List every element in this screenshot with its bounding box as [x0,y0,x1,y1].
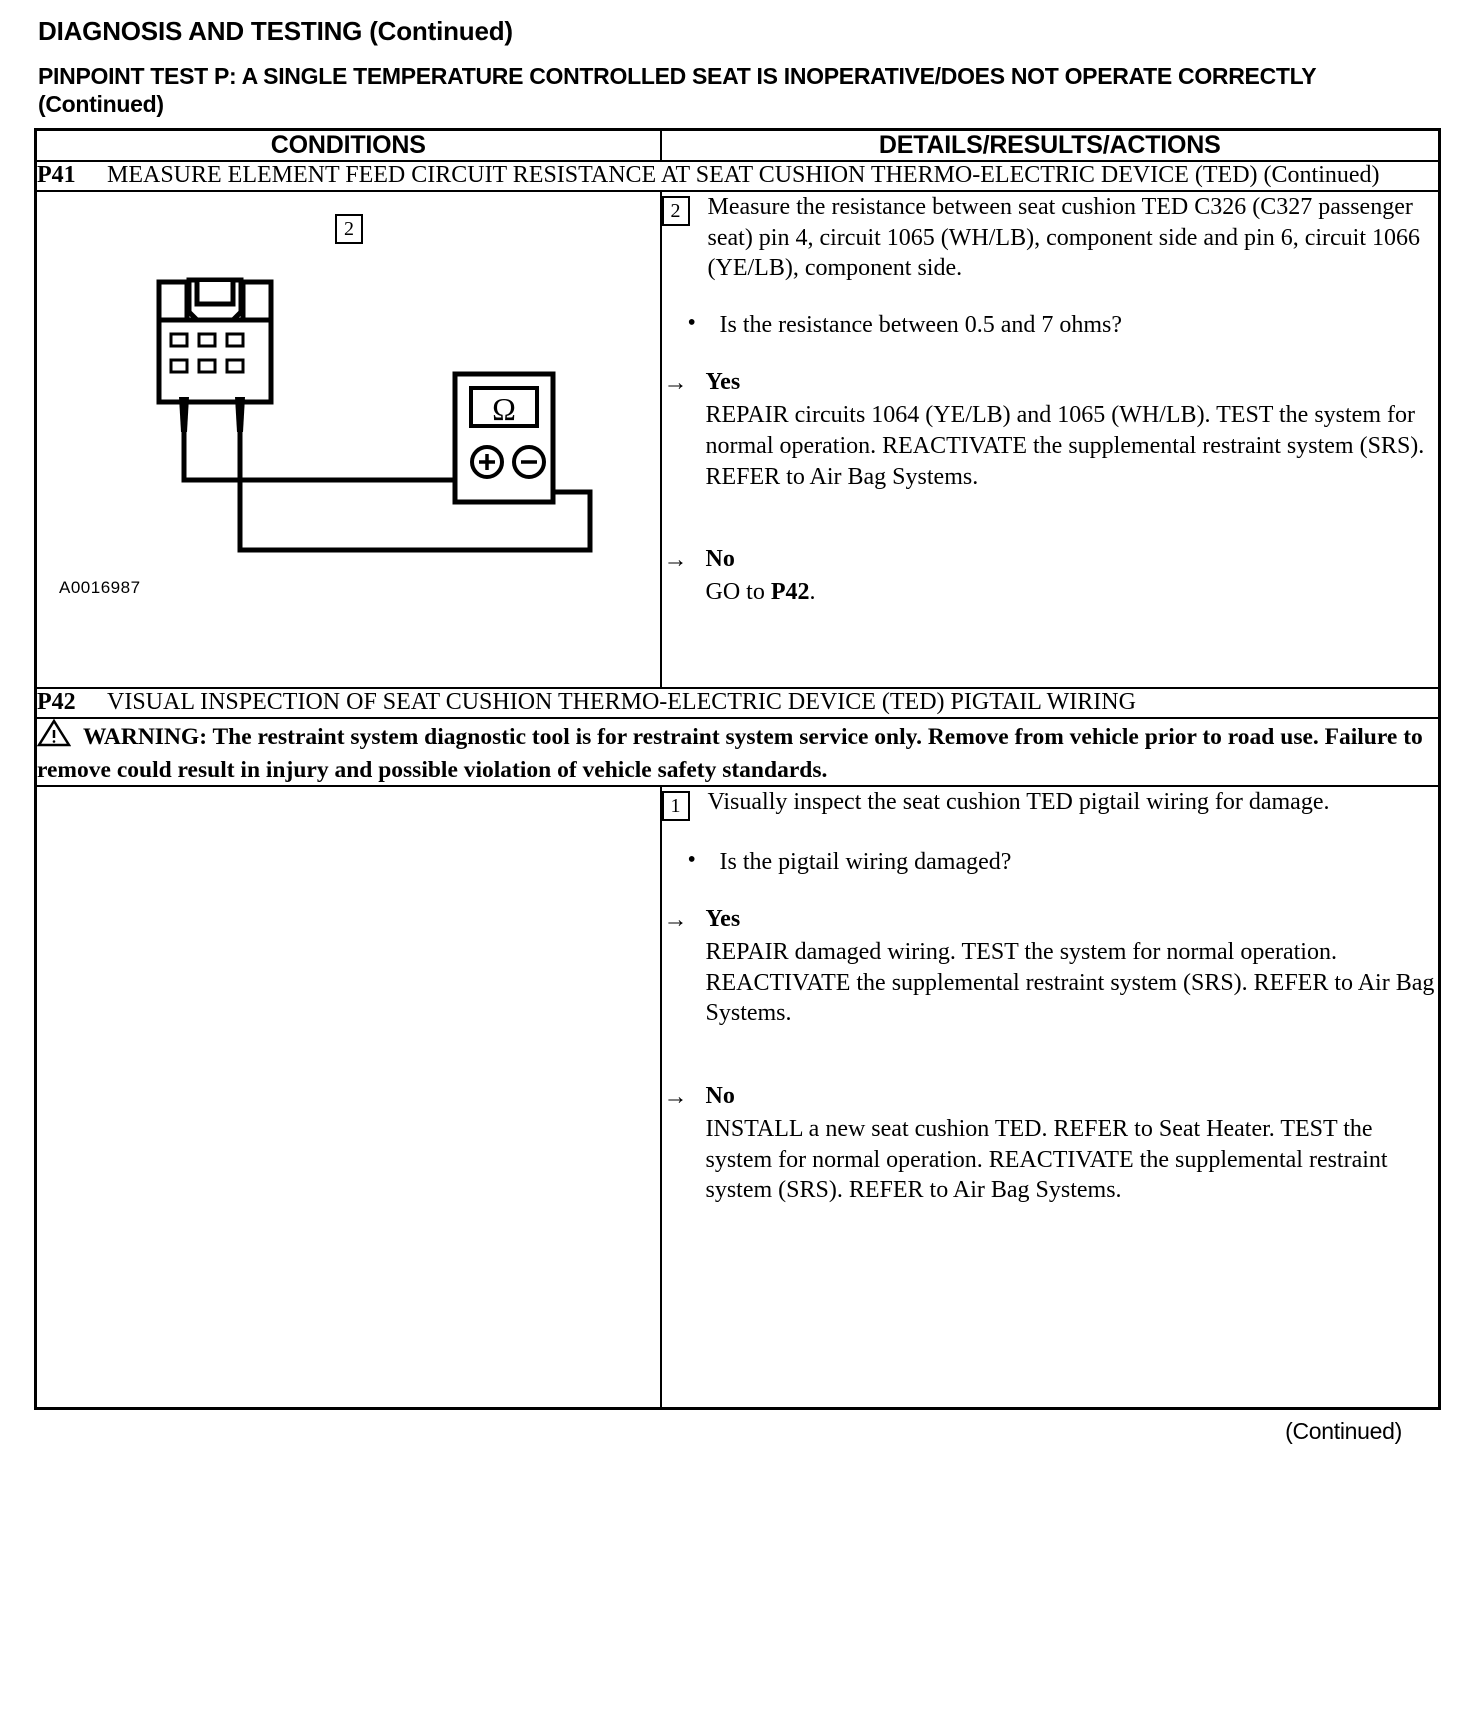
answer-body-no: INSTALL a new seat cushion TED. REFER to Seat Heater. TEST the system for normal operation. REACTIVATE the supplemental restraint system (SRS). REFER to Air Bag Systems. [705,1115,1388,1204]
step-p41-code: P41 [37,162,76,189]
answer-no-suffix: . [809,578,816,605]
warning-label: WARNING: [83,723,208,750]
answer-label-no: No [705,1083,735,1110]
step-p41-heading [36,161,1440,191]
answer-body-yes: REPAIR circuits 1064 (YE/LB) and 1065 (WH/LB). TEST the system for normal operation. REACTIVATE the supplemental restraint system (SRS). REFER to Air Bag Systems. [705,402,1425,490]
step-p41-question-list [662,310,1439,341]
step-p41-answer-yes [663,367,1439,492]
answer-body-no [706,577,1439,608]
step-p41-question: • Is the resistance between 0.5 and 7 ohms? [720,310,1439,341]
answer-no-prefix: GO to [705,578,771,605]
step-p42-code: P42 [37,689,76,716]
figure-id-label: A0016987 [59,578,141,598]
step-p41-title-row [36,161,1440,191]
figure-callout-2: 2 [335,214,363,244]
answer-no-target: P42 [770,578,810,605]
step-p42-answer-yes [663,904,1439,1029]
answer-label-yes: Yes [705,369,741,396]
step-p42-question-list [662,847,1439,878]
warning-banner [36,718,1440,786]
arrow-icon: → [663,370,688,397]
answer-body-yes: REPAIR damaged wiring. TEST the system for normal operation. REACTIVATE the supplemental restraint system (SRS). REFER to Air Bag Systems. [705,938,1435,1027]
step-p41-detail-cell [661,191,1440,688]
step-p42-title: VISUAL INSPECTION OF SEAT CUSHION THERMO-ELECTRIC DEVICE (TED) PIGTAIL WIRING [107,689,1136,716]
arrow-icon: → [663,1084,688,1111]
step-p41-answer-no [663,544,1439,607]
step-p41-instruction: Measure the resistance between seat cushion TED C326 (C327 passenger seat) pin 4, circuit 1065 (WH/LB), component side and pin 6, circuit 1066 (YE/LB), component side. [707,194,1420,282]
table-header-row [36,130,1440,162]
step-p42-warning-row [36,718,1440,786]
arrow-icon: → [663,547,688,574]
meter-ohm-symbol: Ω [492,391,516,428]
step-p41-instruction-block [662,192,1439,284]
column-header-details: DETAILS/RESULTS/ACTIONS [661,130,1440,162]
detail-number-1: 1 [662,791,690,821]
step-p42-figure-cell [36,786,661,1409]
arrow-icon: → [663,907,688,934]
continued-footer: (Continued) [1285,1418,1402,1444]
step-p42-heading [36,688,1440,718]
step-p42-title-row [36,688,1440,718]
answer-label-yes: Yes [705,906,741,933]
column-header-conditions: CONDITIONS [36,130,661,162]
page-title: DIAGNOSIS AND TESTING (Continued) [38,16,513,46]
connector-meter-diagram [37,192,662,687]
step-p42-question: • Is the pigtail wiring damaged? [720,847,1439,878]
step-p41-content-row [36,191,1440,688]
diagnostic-table [34,128,1441,1410]
answer-label-no: No [705,546,735,573]
detail-number-2: 2 [662,196,690,226]
step-p41-title: MEASURE ELEMENT FEED CIRCUIT RESISTANCE AT SEAT CUSHION THERMO-ELECTRIC DEVICE (TED) (Continued) [107,162,1380,189]
warning-text: The restraint system diagnostic tool is for restraint system service only. Remove from vehicle prior to road use. Failure to remove could result in injury and possible violation of vehicle safety standards. [37,723,1423,783]
step-p41-figure-cell [36,191,661,688]
step-p42-instruction-block [662,787,1439,821]
step-p42-answer-no [663,1081,1439,1206]
step-p42-detail-cell [661,786,1440,1409]
pinpoint-test-title: PINPOINT TEST P: A SINGLE TEMPERATURE CONTROLLED SEAT IS INOPERATIVE/DOES NOT OPERATE CORRECTLY (Continued) [38,63,1316,117]
step-p42-content-row [36,786,1440,1409]
step-p42-instruction: Visually inspect the seat cushion TED pigtail wiring for damage. [707,789,1330,815]
warning-triangle-icon [37,719,71,755]
